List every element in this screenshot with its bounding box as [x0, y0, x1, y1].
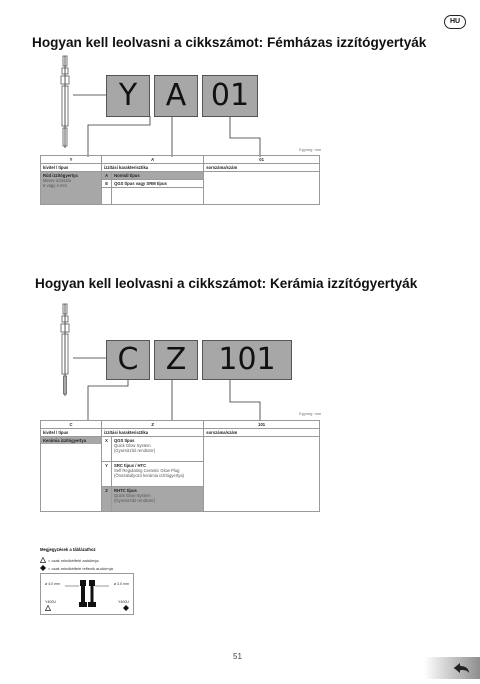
- code-cell: X: [102, 437, 112, 462]
- legend-item-triangle: [40, 557, 99, 563]
- characteristic-detail: Quick Glow System: [114, 443, 151, 448]
- characteristic-detail: (Gyorsizzító rendszer): [114, 448, 156, 453]
- characteristic-detail: Quick Glow System: [114, 493, 151, 498]
- legend-text: = csak mindkétfelé aaldómja: [48, 557, 99, 563]
- number-cell: [204, 172, 320, 205]
- empty-cell: [112, 188, 204, 205]
- table-subheader-cell: kivitel / típus: [41, 164, 102, 172]
- characteristic-title: QGS típus: [114, 438, 135, 443]
- unit-label: Egység: mm: [299, 411, 322, 416]
- filled-diamond-icon: [40, 565, 46, 571]
- table-cell-type: [41, 437, 102, 512]
- table-cell-type: [41, 172, 102, 205]
- code-cell: E: [102, 180, 112, 188]
- section1-table: [40, 155, 320, 205]
- unit-label: Egység: mm: [299, 147, 322, 152]
- code-cell: A: [102, 172, 112, 180]
- legend-text: = csak mindkétfelé reflexik audúrmja: [48, 565, 113, 571]
- characteristic-cell: Normál típus: [112, 172, 204, 180]
- back-arrow-icon[interactable]: [424, 657, 480, 679]
- code-box-characteristic: Z: [154, 340, 198, 380]
- code-box-type: C: [106, 340, 150, 380]
- characteristic-title: RHTC típus: [114, 488, 137, 493]
- characteristic-cell: [112, 462, 204, 487]
- section2-title: Hogyan kell leolvasni a cikkszámot: Kerámia izzítógyertyák: [35, 276, 418, 291]
- table-header-cell: C: [41, 421, 102, 429]
- table-header-row: [41, 421, 320, 429]
- type-title: Kerámia izzítógyertya: [41, 437, 101, 444]
- table-row: [41, 437, 320, 462]
- table-subheader-cell: sorszáma/szám: [204, 429, 320, 437]
- type-title: Rúd izzítógyertya: [43, 173, 78, 178]
- legend-diagram: [40, 573, 134, 615]
- characteristic-cell: QGS típus vagy SRM típus: [112, 180, 204, 188]
- section2-table: [40, 420, 320, 512]
- back-navigation[interactable]: [424, 657, 480, 679]
- table-header-cell: 101: [204, 421, 320, 429]
- table-header-row: [41, 156, 320, 164]
- legend-title: Megjegyzések a táblázathoz: [40, 547, 96, 552]
- table-subheader-cell: kivitel / típus: [41, 429, 102, 437]
- characteristic-cell: [112, 437, 204, 462]
- table-subheader-cell: izzítási karakterisztika: [102, 164, 204, 172]
- empty-cell: [102, 188, 112, 205]
- characteristic-detail: (Gyorsizzító rendszer): [114, 498, 156, 503]
- characteristic-detail: (Önszabályozó kerámia izzítógyertya): [114, 473, 185, 478]
- plug-tips-drawing: [63, 578, 111, 612]
- table-subheader-row: [41, 429, 320, 437]
- number-cell: [204, 437, 320, 512]
- code-box-number: 101: [202, 340, 292, 380]
- code-box-type: Y: [106, 75, 150, 117]
- table-subheader-cell: sorszáma/szám: [204, 164, 320, 172]
- table-row: [41, 172, 320, 180]
- table-header-cell: 01: [204, 156, 320, 164]
- open-triangle-icon: [40, 557, 46, 563]
- table-header-cell: A: [102, 156, 204, 164]
- table-header-cell: Z: [102, 421, 204, 429]
- characteristic-detail: Self Regulating Ceramic Glow Plug: [114, 468, 180, 473]
- code-cell: Z: [102, 487, 112, 512]
- left-dimension-label: ø 4.0 mm: [45, 582, 61, 586]
- code-box-characteristic: A: [154, 75, 198, 117]
- filled-diamond-icon: [123, 605, 129, 611]
- section1-title: Hogyan kell leolvasni a cikkszámot: Fémházas izzítógyertyák: [32, 35, 427, 50]
- type-detail: Merev izzószár: [43, 178, 72, 183]
- right-tag-label: Y400U: [118, 600, 129, 604]
- characteristic-cell: [112, 487, 204, 512]
- table-subheader-row: [41, 164, 320, 172]
- table-header-cell: Y: [41, 156, 102, 164]
- right-dimension-label: ø 3.0 mm: [113, 582, 129, 586]
- language-badge: HU: [444, 15, 466, 29]
- code-box-number: 01: [202, 75, 258, 117]
- characteristic-title: SRC típus / HTC: [114, 463, 147, 468]
- page-number: 51: [233, 652, 242, 661]
- type-detail: 6 vagy 4 mm: [43, 183, 67, 188]
- left-tag-label: Y400U: [45, 600, 56, 604]
- open-triangle-icon: [45, 605, 51, 611]
- table-subheader-cell: izzítási karakterisztika: [102, 429, 204, 437]
- code-cell: Y: [102, 462, 112, 487]
- legend-item-diamond: [40, 565, 113, 571]
